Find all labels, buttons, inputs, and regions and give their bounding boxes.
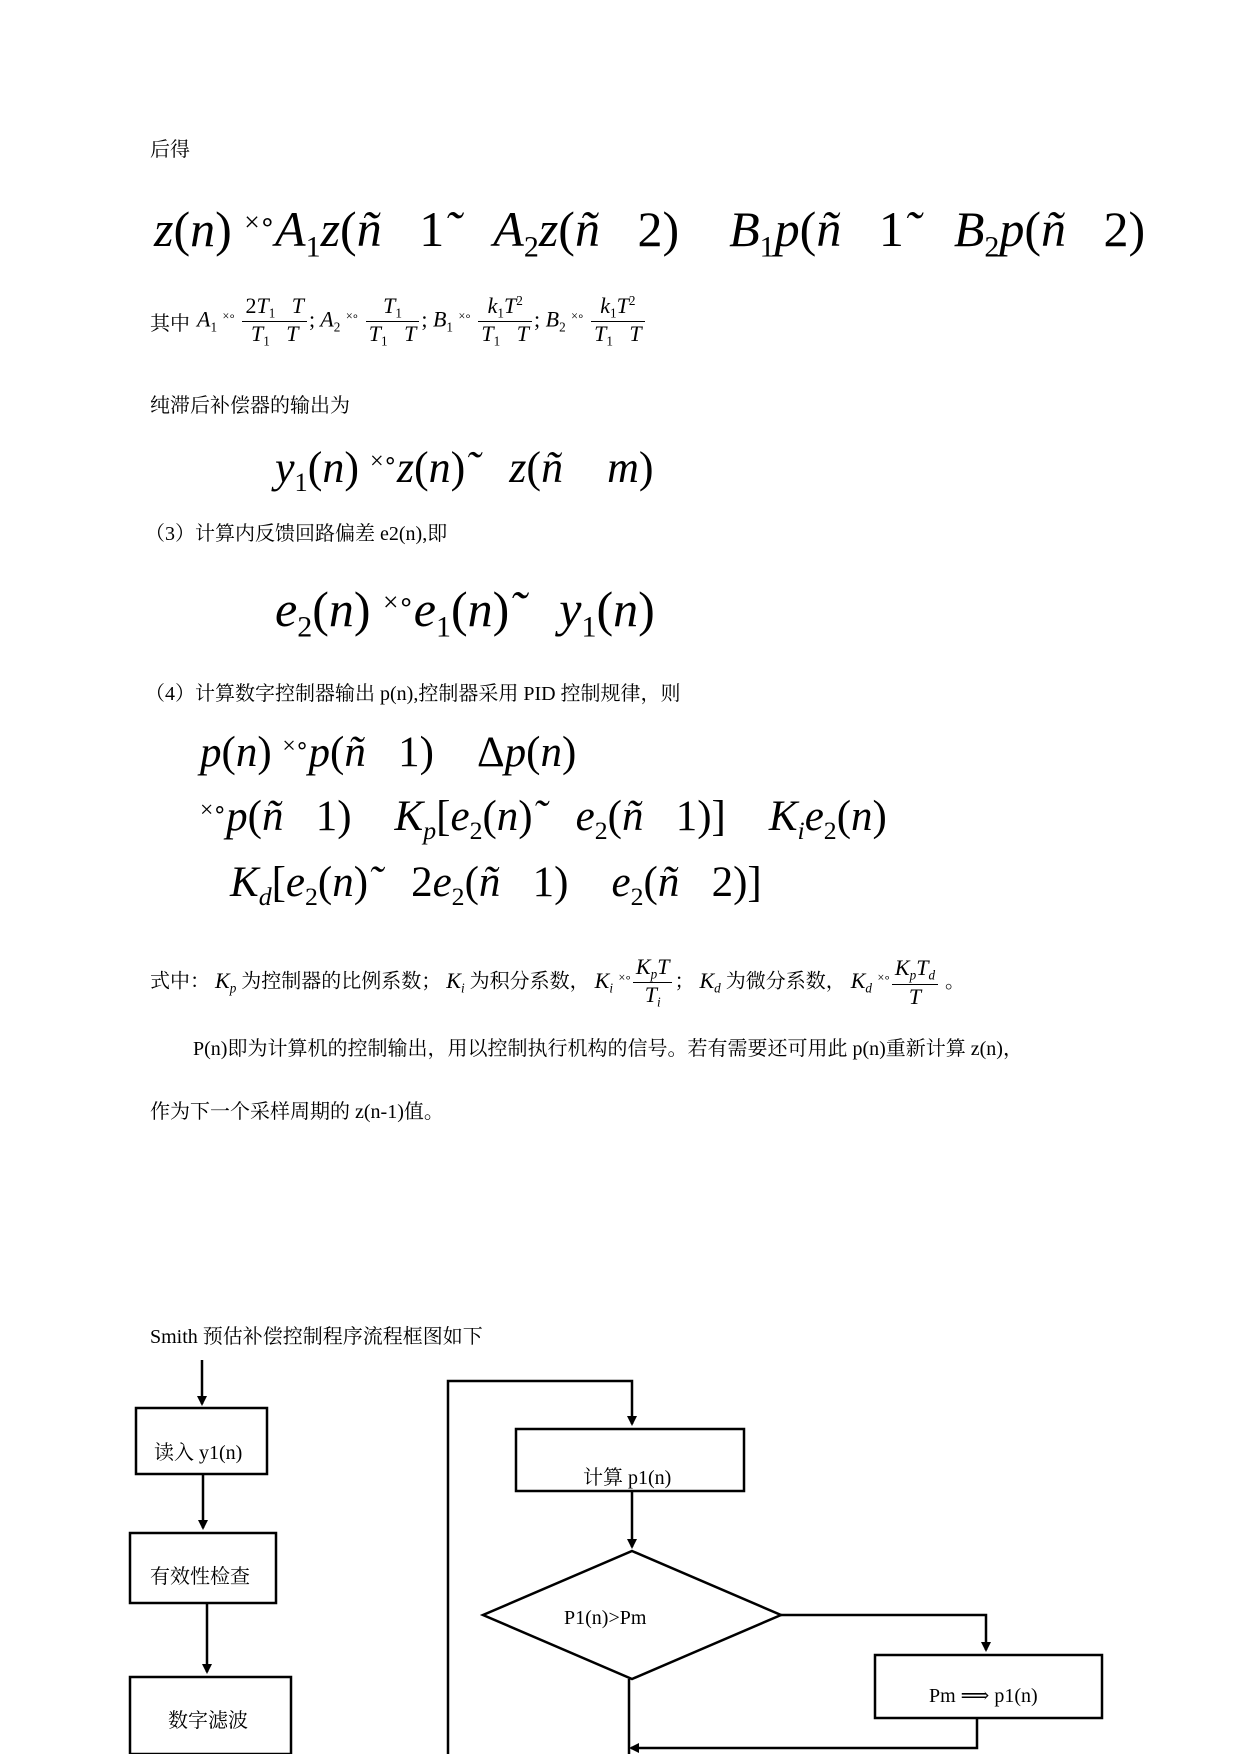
filter-box-label: 数字滤波 — [168, 1710, 248, 1732]
text-ki-desc: 为积分系数， — [469, 970, 590, 993]
text-para2: 作为下一个采样周期的 z(n-1)值。 — [150, 1101, 444, 1123]
equation-z-recursion: z(n) $^{\times\circ}A_1z(ñ$ 1̃ $A_2z(ñ$ 2) $B_1p(ñ$ 1̃ $B_2p(ñ$ 2) — [154, 201, 1146, 264]
flow-arrow-assign-return — [631, 1718, 977, 1748]
text-where-label: 其中 — [150, 313, 190, 335]
read-box-label: 读入 y1(n) — [154, 1442, 243, 1464]
text-kd-desc: 为微分系数， — [725, 970, 846, 993]
text-kp-desc: 为控制器的比例系数； — [241, 970, 442, 993]
text-flow-title: Smith 预估补偿控制程序流程框图如下 — [150, 1326, 483, 1348]
text-compensator-output: 纯滞后补偿器的输出为 — [150, 395, 350, 417]
text-after: 后得 — [150, 139, 190, 161]
flow-arrow-decision-assign — [781, 1615, 986, 1650]
equation-y1: $y_1(n)$ ×∘z(n)̃ z(ñ m) — [275, 443, 654, 498]
equation-pid-line2: ×∘p(ñ 1) $K_p[e_2(n)̃$ $e_2(ñ$ 1)] $K_ie_2(n)$ — [200, 793, 887, 846]
equation-e2: $e_2(n)$ $^{\times\circ}e_1(n)̃$ $y_1(n)$ — [275, 581, 655, 644]
equation-pid-line1: p(n) ×∘p(ñ 1) Δp(n) — [200, 729, 577, 776]
calc-box-label: 计算 p1(n) — [583, 1467, 672, 1489]
text-formula-notes: 式中： $K_p$ 为控制器的比例系数； $K_i$ 为积分系数， $K_i$ ×∘ $\frac{K_pT}{T_i}$ ； $K_d$ 为微分系数， $K_d$ ×∘ $\frac{K_pT_d}{T}$ 。 — [150, 954, 966, 1010]
text-step3: （3）计算内反馈回路偏差 e2(n),即 — [145, 523, 448, 545]
equation-coefficients: $A_1$ ×∘ $\frac{2T_1 T}{T_1 T}$ ; $A_2$ ×∘ $\frac{T_1}{T_1 T}$ ; $B_1$ ×∘ $\frac{k_1T^2}{T_1 T}$ ; $B_2$ ×∘ $\frac{k_1T^2}{T_1 T}$ — [197, 294, 647, 349]
text-end-mark: 。 — [945, 970, 966, 993]
text-step4: （4）计算数字控制器输出 p(n),控制器采用 PID 控制规律，则 — [145, 683, 681, 705]
text-formula-prefix: 式中： — [150, 970, 210, 993]
flow-loop-line — [448, 1381, 632, 1754]
assign-box-label: Pm ⟹ p1(n) — [929, 1685, 1038, 1707]
equation-pid-line3: $K_d[e_2(n)̃$ $2e_2(ñ$ 1) $e_2(ñ$ 2)] — [230, 859, 762, 912]
text-para1: P(n)即为计算机的控制输出，用以控制执行机构的信号。若有需要还可用此 p(n)重新计算 z(n)， — [193, 1038, 1023, 1060]
valid-box-label: 有效性检查 — [150, 1566, 250, 1588]
decision-label: P1(n)>Pm — [564, 1607, 647, 1629]
